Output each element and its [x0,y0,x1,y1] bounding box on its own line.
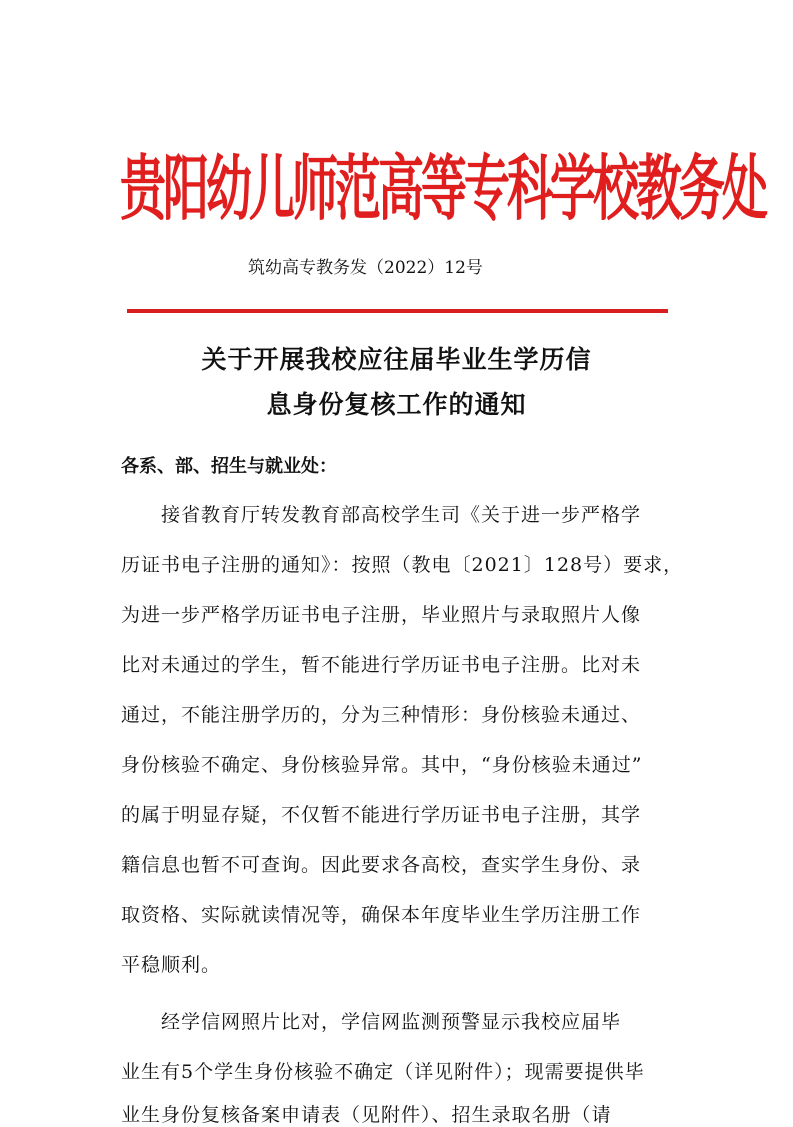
body-line: 比对未通过的学生，暂不能进行学历证书电子注册。比对未 [121,654,642,676]
issuing-office-title: 贵阳幼儿师范高等专科学校教务处 [120,146,765,230]
body-line: 为进一步严格学历证书电子注册，毕业照片与录取照片人像 [121,604,642,626]
body-line: 取资格、实际就读情况等，确保本年度毕业生学历注册工作 [121,904,642,926]
body-line: 的属于明显存疑，不仅暂不能进行学历证书电子注册，其学 [121,804,642,826]
body-line: 通过，不能注册学历的，分为三种情形：身份核验未通过、 [121,704,642,726]
notice-title-line-1: 关于开展我校应往届毕业生学历信 [201,345,592,374]
body-line: 经学信网照片比对，学信网监测预警显示我校应届毕 [121,1011,622,1033]
body-line: 业生身份复核备案申请表（见附件）、招生录取名册（请 [121,1104,612,1126]
notice-title-line-2: 息身份复核工作的通知 [266,390,527,419]
body-line: 历证书电子注册的通知》：按照（教电〔2021〕128号）要求， [121,554,684,576]
body-line: 接省教育厅转发教育部高校学生司《关于进一步严格学 [121,504,642,526]
body-line: 平稳顺利。 [121,954,222,976]
salutation: 各系、部、招生与就业处： [121,456,337,477]
body-line: 籍信息也暂不可查询。因此要求各高校，查实学生身份、录 [121,854,642,876]
body-line: 业生有5个学生身份核验不确定（详见附件）；现需要提供毕 [121,1061,645,1083]
red-divider-line [127,309,668,313]
document-number: 筑幼高专教务发（2022）12号 [248,258,483,278]
body-line: 身份核验不确定、身份核验异常。其中，“身份核验未通过” [121,754,643,776]
